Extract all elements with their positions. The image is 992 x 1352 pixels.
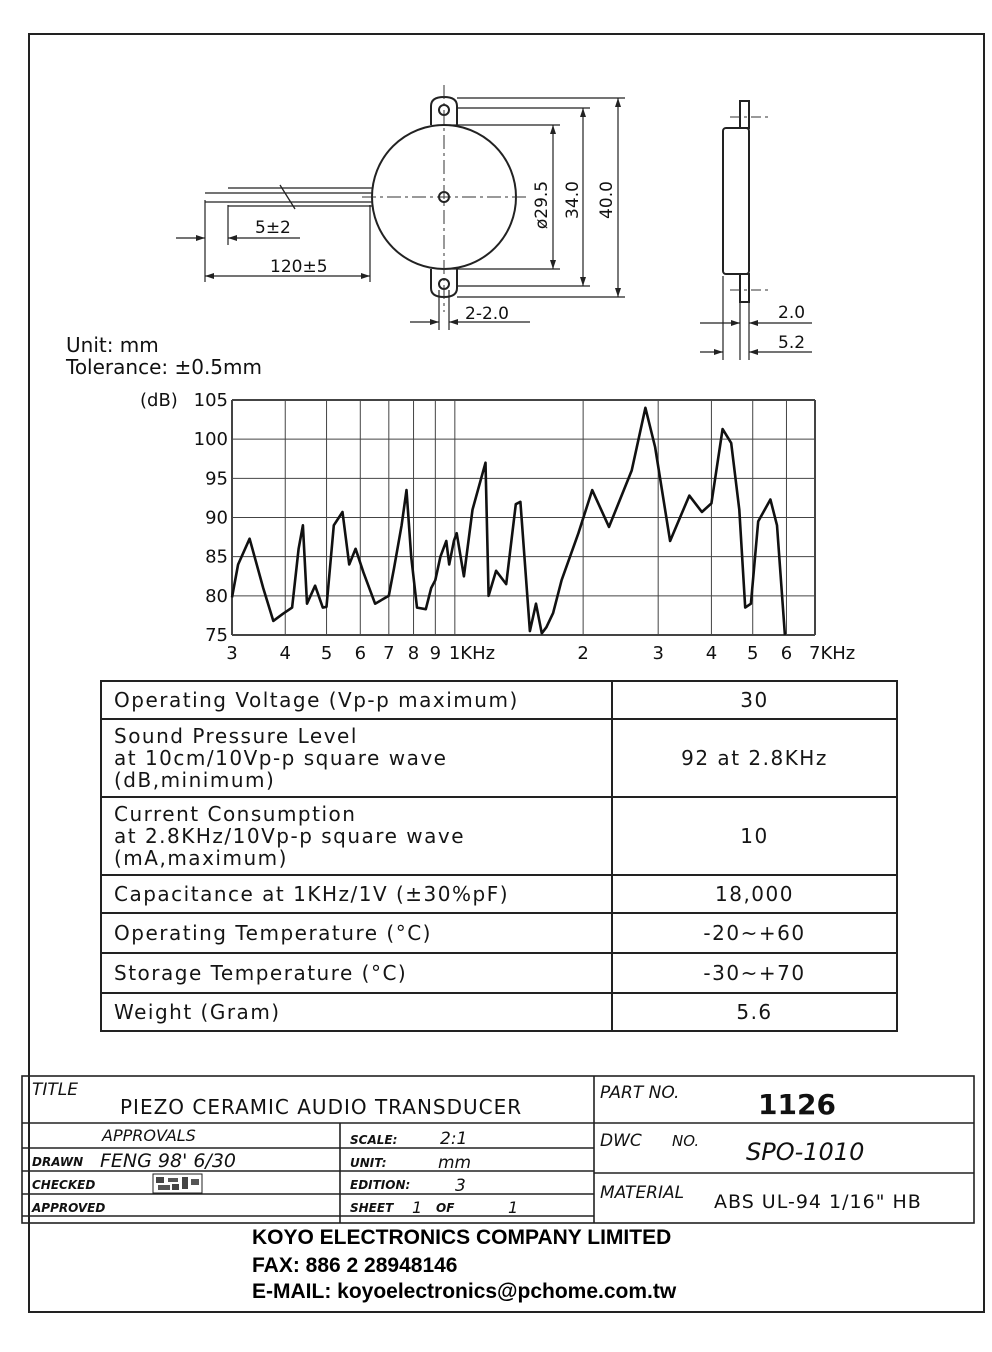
spec-parameter-line: Sound Pressure Level [114,724,358,748]
spec-table [100,680,898,1032]
title-block [0,1070,992,1230]
spec-row [101,993,897,1031]
spec-parameter-line: Capacitance at 1KHz/1V (±30%pF) [114,882,510,906]
dim-hole-span: 34.0 [563,181,583,219]
y-tick-label: 95 [205,468,228,490]
company-name: KOYO ELECTRONICS COMPANY LIMITED [252,1226,672,1249]
scale-value: 2:1 [440,1129,468,1149]
checked-label: CHECKED [32,1178,96,1192]
part-no-label: PART NO. [600,1083,680,1103]
spec-value: 18,000 [612,875,897,913]
approvals-label: APPROVALS [102,1126,196,1145]
spec-row [101,797,897,875]
spec-parameter-line: Operating Voltage (Vp-p maximum) [114,688,519,712]
spec-row [101,719,897,797]
spec-parameter [101,797,612,875]
unit-note: Unit: mm [66,333,159,357]
checked-signature-stamp [153,1174,202,1193]
spec-parameter-line: Current Consumption [114,802,357,826]
spec-parameter [101,993,612,1031]
spec-parameter-line: at 10cm/10Vp-p square wave [114,746,448,770]
spec-value: 92 at 2.8KHz [612,719,897,797]
dwc-no-label: NO. [672,1132,700,1150]
spec-value: -20~+60 [612,913,897,953]
x-tick-label: 5 [746,643,759,664]
drawn-label: DRAWN [32,1155,84,1169]
x-tick-label: 8 [407,643,420,664]
spec-parameter [101,719,612,797]
company-email[interactable]: E-MAIL: koyoelectronics@pchome.com.tw [252,1280,677,1303]
frequency-response-chart [0,380,992,680]
unit-value: mm [438,1153,472,1173]
x-tick-label: 2 [577,643,589,664]
spec-row [101,953,897,993]
spec-parameter-line: (mA,maximum) [114,846,288,870]
x-tick-label: 6 [354,643,367,664]
of-label: OF [436,1201,455,1215]
x-tick-label: 5 [320,643,333,664]
material-label: MATERIAL [600,1183,685,1203]
y-tick-label: 80 [205,585,228,607]
x-tick-label: 3 [226,643,238,664]
x-tick-label: 9 [429,643,442,664]
approved-label: APPROVED [32,1201,106,1215]
x-tick-label: 3 [652,643,664,664]
chart-ylabel: (dB) [140,390,178,411]
spec-parameter [101,875,612,913]
x-tick-label: 4 [705,643,718,664]
spec-parameter-line: Storage Temperature (°C) [114,961,408,985]
dim-thickness-b: 5.2 [778,333,806,353]
scale-label: SCALE: [350,1133,398,1147]
y-tick-label: 75 [205,625,228,646]
x-tick-label: 4 [279,643,291,664]
x-tick-label: 7KHz [809,643,856,664]
spec-parameter [101,913,612,953]
spec-value: -30~+70 [612,953,897,993]
spec-parameter-line: Weight (Gram) [114,1000,281,1024]
unit-label: UNIT: [350,1156,387,1170]
spec-value: 10 [612,797,897,875]
spec-parameter [101,953,612,993]
dim-lead-length: 120±5 [270,257,328,277]
sheet-value: 1 [412,1198,423,1217]
spec-row [101,913,897,953]
y-tick-label: 85 [205,546,228,568]
spec-value: 30 [612,681,897,719]
dim-diameter: ø29.5 [532,180,552,230]
material-value: ABS UL-94 1/16" HB [714,1191,922,1213]
edition-label: EDITION: [350,1178,411,1192]
y-tick-label: 105 [193,390,228,411]
spec-value: 5.6 [612,993,897,1031]
edition-value: 3 [455,1176,466,1196]
y-tick-label: 90 [205,507,228,529]
mechanical-drawing [0,0,992,400]
spec-parameter-line: Operating Temperature (°C) [114,921,432,945]
sheet-label: SHEET [350,1201,394,1215]
part-no: 1126 [758,1088,836,1121]
dim-lead-strip: 5±2 [255,218,291,238]
y-tick-label: 100 [193,429,228,451]
drawing-title: PIEZO CERAMIC AUDIO TRANSDUCER [120,1095,523,1119]
dwc-no: SPO-1010 [746,1138,865,1166]
spec-parameter [101,681,612,719]
dwc-label: DWC [600,1131,642,1151]
dim-overall: 40.0 [597,181,617,219]
x-tick-label: 7 [383,643,395,664]
of-value: 1 [508,1198,519,1217]
dim-mount-hole: 2-2.0 [465,304,509,324]
spec-parameter-line: at 2.8KHz/10Vp-p square wave [114,824,465,848]
tolerance-note: Tolerance: ±0.5mm [66,355,262,379]
drawn-value: FENG 98' 6/30 [100,1150,237,1172]
dim-thickness-a: 2.0 [778,303,806,323]
x-tick-label: 6 [780,643,793,664]
spec-row [101,875,897,913]
spec-parameter-line: (dB,minimum) [114,768,276,792]
spec-row [101,681,897,719]
company-fax: FAX: 886 2 28948146 [252,1254,458,1277]
x-tick-label: 1KHz [448,643,496,664]
spl-curve [232,408,785,635]
title-label: TITLE [32,1080,78,1100]
